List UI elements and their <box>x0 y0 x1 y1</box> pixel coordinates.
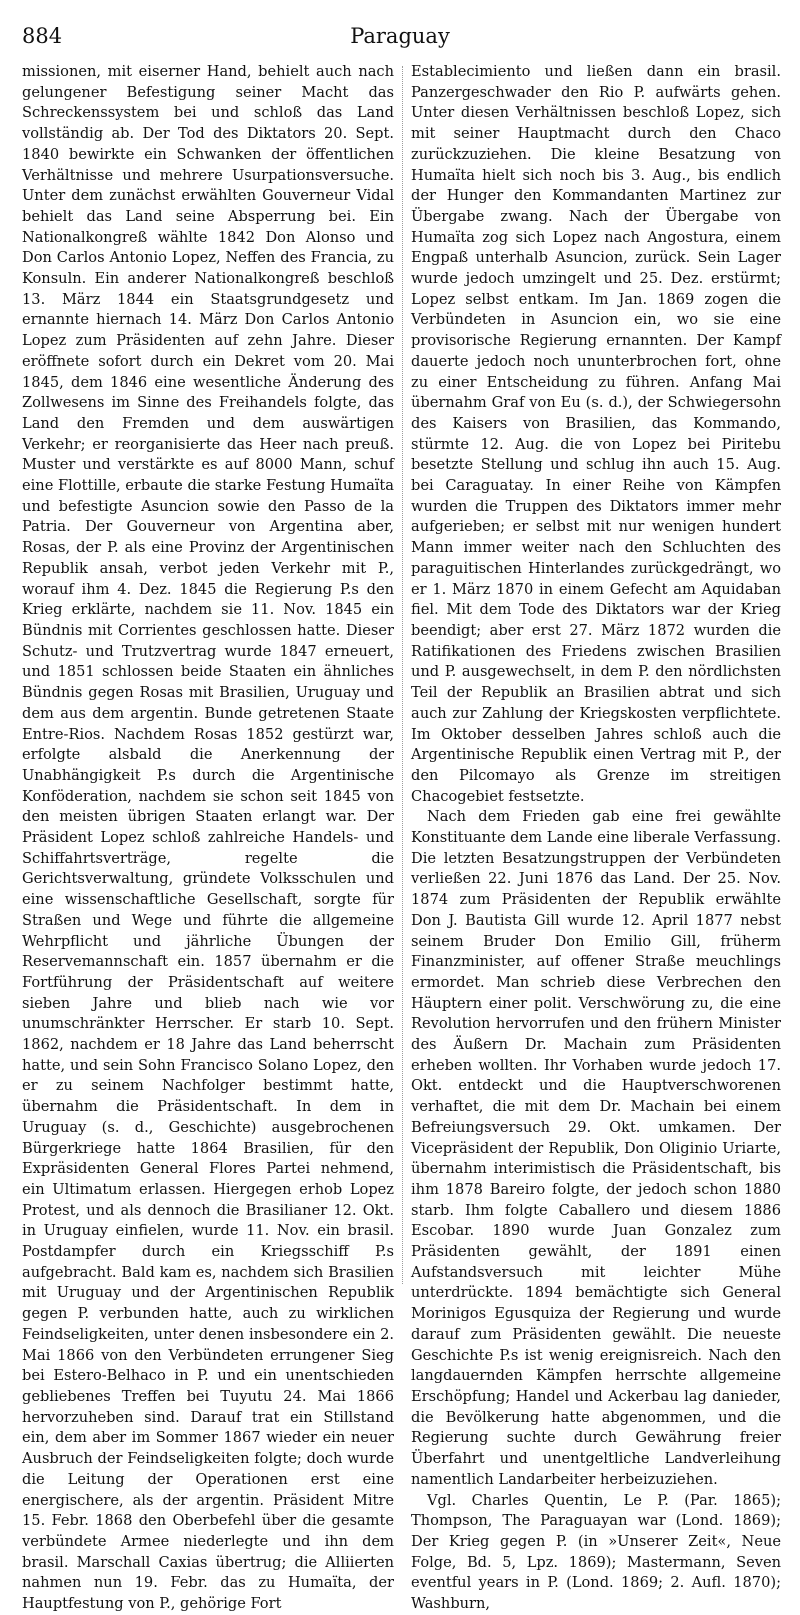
page-number: 884 <box>22 24 63 48</box>
running-head: Paraguay <box>350 24 450 48</box>
page-header <box>22 24 778 52</box>
paragraph: Nach dem Frieden gab eine frei gewählte Konstituante dem Lande eine liberale Verfassung. Die letzten Besatzungstruppen der Verbündeten verließen 22. Juni 1876 das Land. Der 25. Nov. 1874 zum Präsidenten der Republik erwählte Don J. Bautista Gill wurde 12. April 1877 nebst seinem Bruder Don Emilio Gill, früherm Finanzminister, auf offener Straße meuchlings ermordet. Man schrieb diese Verbrechen den Häuptern einer polit. Verschwörung zu, die eine Revolution hervorrufen und den frühern Minister des Äußern Dr. Machain zum Präsidenten erheben wollten. Ihr Vorhaben wurde jedoch 17. Okt. entdeckt und die Hauptverschworenen verhaftet, die mit dem Dr. Machain bei einem Befreiungsversuch 29. Okt. umkamen. Der Vicepräsident der Republik, Don Oliginio Uriarte, übernahm interimistisch die Präsidentschaft, bis ihm 1878 Bareiro folgte, der jedoch schon 1880 starb. Ihm folgte Caballero und diesem 1886 Escobar. 1890 wurde Juan Gonzalez zum Präsidenten gewählt, der 1891 einen Aufstandsversuch mit leichter Mühe unterdrückte. 1894 bemächtigte sich General Morinigos Egusquiza der Regierung und wurde darauf zum Präsidenten gewählt. Die neueste Geschichte P.s ist wenig ereignisreich. Nach den langdauernden Kämpfen herrschte allgemeine Erschöpfung; Handel und Ackerbau lag danieder, die Bevölkerung hatte abgenommen, und die Regierung suchte durch Gewährung freier Überfahrt und unentgeltliche Landverleihung namentlich Landarbeiter herbeizuziehen. <box>411 808 781 1488</box>
right-column <box>411 62 781 1613</box>
paragraph: Establecimiento und ließen dann ein brasil. Panzergeschwader den Rio P. aufwärts gehen. Unter diesen Verhältnissen beschloß Lopez, sich mit seiner Hauptmacht durch den Chaco zurückzuziehen. Die kleine Besatzung von Humaïta hielt sich noch bis 3. Aug., bis endlich der Hunger den Kommandanten Martinez zur Übergabe zwang. Nach der Übergabe von Humaïta zog sich Lopez nach Angostura, einem Engpaß unterhalb Asuncion, zurück. Sein Lager wurde jedoch umzingelt und 25. Dez. erstürmt; Lopez selbst entkam. Im Jan. 1869 zogen die Verbündeten in Asuncion ein, wo sie eine provisorische Regierung ernannten. Der Kampf dauerte jedoch noch ununterbrochen fort, ohne zu einer Entscheidung zu führen. Anfang Mai übernahm Graf von Eu (s. d.), der Schwiegersohn des Kaisers von Brasilien, das Kommando, stürmte 12. Aug. die von Lopez bei Piritebu besetzte Stellung und schlug ihn auch 15. Aug. bei Caraguatay. In einer Reihe von Kämpfen wurden die Truppen des Diktators immer mehr aufgerieben; er selbst mit nur wenigen hundert Mann immer weiter nach den Schluchten des paraguitischen Hinterlandes zurückgedrängt, wo er 1. März 1870 in einem Gefecht am Aquidaban fiel. Mit dem Tode des Diktators war der Krieg beendigt; aber erst 27. März 1872 wurden die Ratifikationen des Friedens zwischen Brasilien und P. ausgewechselt, in dem P. den nördlichsten Teil der Republik an Brasilien abtrat und sich auch zur Zahlung der Kriegskosten verpflichtete. Im Oktober desselben Jahres schloß auch die Argentinische Republik einen Vertrag mit P., der den Pilcomayo als Grenze im streitigen Chacogebiet festsetzte. <box>411 63 781 805</box>
paragraph: missionen, mit eiserner Hand, behielt auch nach gelungener Befestigung seiner Macht das Schreckenssystem bei und schloß das Land vollständig ab. Der Tod des Diktators 20. Sept. 1840 bewirkte ein Schwanken der öffentlichen Verhältnisse und mehrere Usurpationsversuche. Unter dem zunächst erwählten Gouverneur Vidal behielt das Land seine Absperrung bei. Ein Nationalkongreß wählte 1842 Don Alonso und Don Carlos Antonio Lopez, Neffen des Francia, zu Konsuln. Ein anderer Nationalkongreß beschloß 13. März 1844 ein Staatsgrundgesetz und ernannte hiernach 14. März Don Carlos Antonio Lopez zum Präsidenten auf zehn Jahre. Dieser eröffnete sofort durch ein Dekret vom 20. Mai 1845, dem 1846 eine wesentliche Änderung des Zollwesens im Sinne des Freihandels folgte, das Land den Fremden und dem auswärtigen Verkehr; er reorganisierte das Heer nach preuß. Muster und verstärkte es auf 8000 Mann, schuf eine Flottille, erbaute die starke Festung Humaïta und befestigte Asuncion sowie den Passo de la Patria. Der Gouverneur von Argentina aber, Rosas, der P. als eine Provinz der Argentinischen Republik ansah, verbot jeden Verkehr mit P., worauf ihm 4. Dez. 1845 die Regierung P.s den Krieg erklärte, nachdem sie 11. Nov. 1845 ein Bündnis mit Corrientes geschlossen hatte. Dieser Schutz- und Trutzvertrag wurde 1847 erneuert, und 1851 schlossen beide Staaten ein ähnliches Bündnis gegen Rosas mit Brasilien, Uruguay und dem aus dem argentin. Bunde getretenen Staate Entre-Rios. Nachdem Rosas 1852 gestürzt war, erfolgte alsbald die Anerkennung der Unabhängigkeit P.s durch die Argentinische Konföderation, nachdem sie schon seit 1845 von den meisten übrigen Staaten erlangt war. Der Präsident Lopez schloß zahlreiche Handels- und Schiffahrtsverträge, regelte die Gerichtsverwaltung, gründete Volksschulen und eine wissenschaftliche Gesellschaft, sorgte für Straßen und Wege und führte die allgemeine Wehrpflicht und jährliche Übungen der Reservemannschaft ein. 1857 übernahm er die Fortführung der Präsidentschaft auf weitere sieben Jahre und blieb nach wie vor unumschränkter Herrscher. Er starb 10. Sept. 1862, nachdem er 18 Jahre das Land beherrscht hatte, und sein Sohn Francisco Solano Lopez, den er zu seinem Nachfolger bestimmt hatte, übernahm die Präsidentschaft. In dem in Uruguay (s. d., Geschichte) ausgebrochenen Bürgerkriege hatte 1864 Brasilien, für den Expräsidenten General Flores Partei nehmend, ein Ultimatum erlassen. Hiergegen erhob Lopez Protest, und als dennoch die Brasilianer 12. Okt. in Uruguay einfielen, wurde 11. Nov. ein brasil. Postdampfer durch ein Kriegsschiff P.s aufgebracht. Bald kam es, nachdem sich Brasilien mit Uruguay und der Argentinischen Republik gegen P. verbunden hatte, auch zu wirklichen Feindseligkeiten, unter denen insbesondere ein 2. Mai 1866 von den Verbündeten errungener Sieg bei Estero-Belhaco in P. und ein unentschieden gebliebenes Treffen bei Tuyutu 24. Mai 1866 hervorzuheben sind. Darauf trat ein Stillstand ein, dem aber im Sommer 1867 wieder ein neuer Ausbruch der Feindseligkeiten folgte; doch wurde die Leitung der Operationen erst eine energischere, als der argentin. Präsident Mitre 15. Febr. 1868 den Oberbefehl über die gesamte verbündete Armee niederlegte und ihn dem brasil. Marschall Caxias übertrug; die Alliierten nahmen nun 19. Febr. das zu Humaïta, der Hauptfestung von P., gehörige Fort <box>22 63 394 1613</box>
left-column <box>22 62 394 1613</box>
bibliography-paragraph: Vgl. Charles Quentin, Le P. (Par. 1865); Thompson, The Paraguayan war (Lond. 1869); Der Krieg gegen P. (in »Unserer Zeit«, Neue Folge, Bd. 5, Lpz. 1869); Mastermann, Seven eventful years in P. (Lond. 1869; 2. Aufl. 1870); Washburn, <box>411 1491 781 1613</box>
column-divider <box>402 66 403 1284</box>
